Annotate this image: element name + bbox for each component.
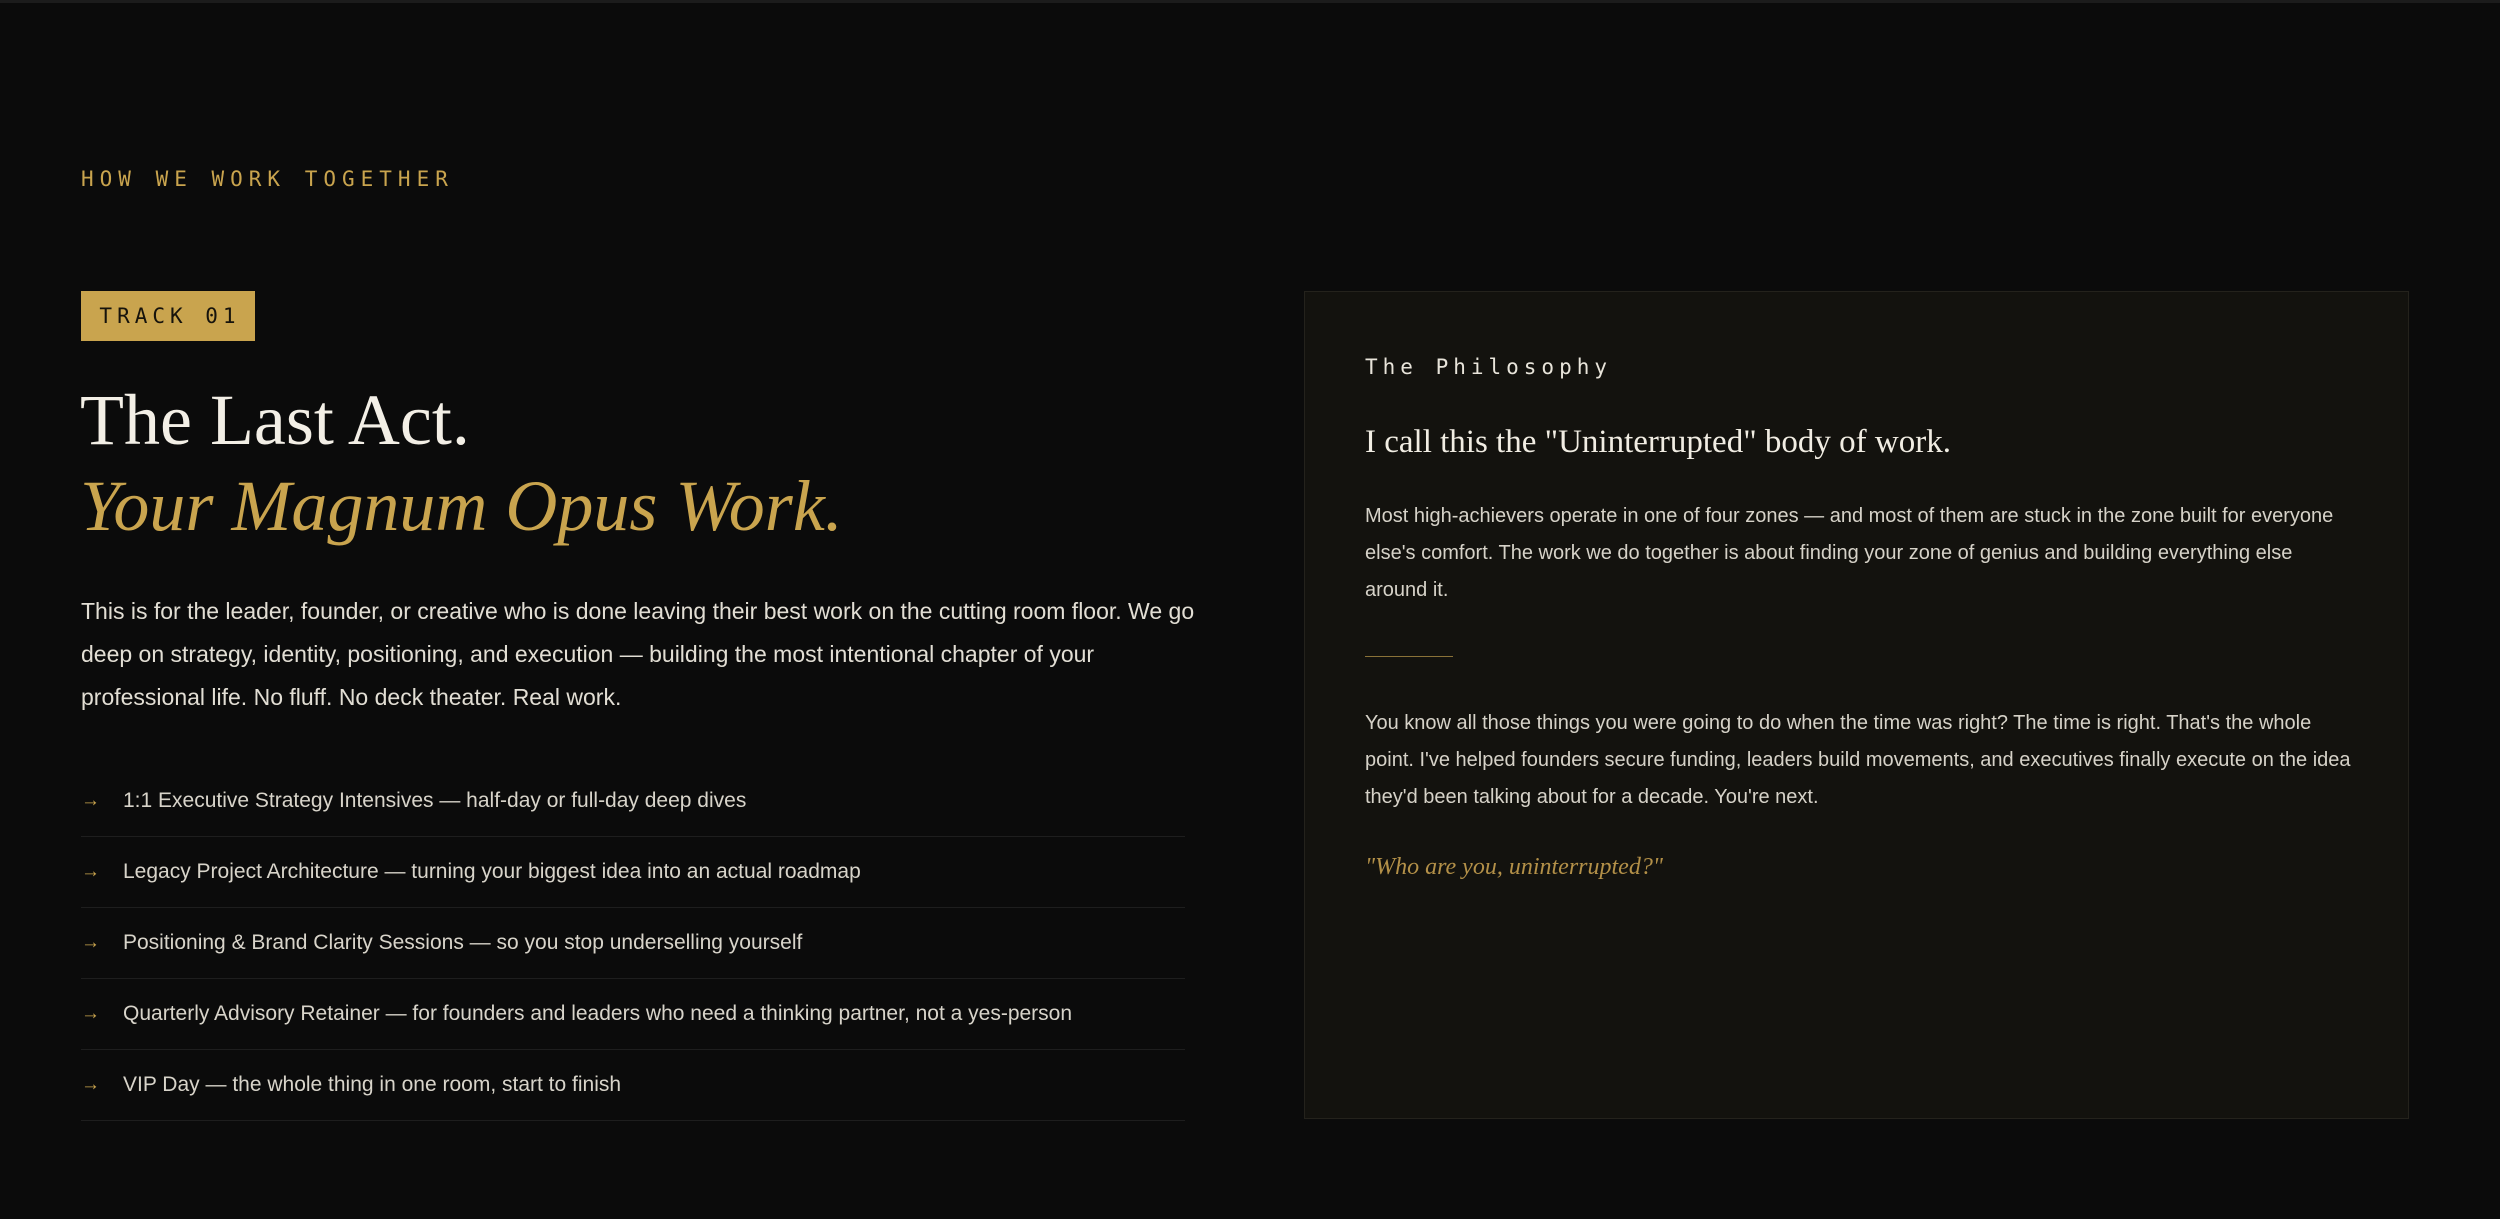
offering-text: VIP Day — the whole thing in one room, start to finish — [123, 1073, 622, 1096]
philosophy-paragraph-2: You know all those things you were going to do when the time was right? The time is right. That's the whole point. I've helped founders secure funding, leaders build movements, and executives finally execute on the idea they'd been talking about for a decade. You're next. — [1365, 712, 2351, 808]
section-eyebrow: HOW WE WORK TOGETHER — [81, 167, 454, 191]
offering-text: 1:1 Executive Strategy Intensives — half-day or full-day deep dives — [123, 789, 747, 812]
arrow-right-icon: → — [81, 861, 100, 882]
arrow-right-icon: → — [81, 790, 100, 811]
philosophy-card — [1304, 291, 2409, 1119]
philosophy-quote: "Who are you, uninterrupted?" — [1365, 854, 1663, 880]
offering-item — [81, 908, 1185, 979]
track-badge: TRACK 01 — [81, 291, 255, 341]
arrow-right-icon: → — [81, 1074, 100, 1095]
offering-item — [81, 766, 1185, 837]
offering-text: Legacy Project Architecture — turning your biggest idea into an actual roadmap — [123, 860, 861, 883]
track-headline: The Last Act. — [80, 380, 470, 460]
offering-text: Positioning & Brand Clarity Sessions — so you stop underselling yourself — [123, 931, 803, 954]
top-divider — [0, 0, 2500, 3]
philosophy-title: I call this the "Uninterrupted" body of work. — [1365, 424, 1951, 460]
track-headline-accent: Your Magnum Opus Work. — [80, 466, 843, 546]
arrow-right-icon: → — [81, 1003, 100, 1024]
offering-item — [81, 837, 1185, 908]
arrow-right-icon: → — [81, 932, 100, 953]
offerings-list — [81, 766, 1185, 1121]
philosophy-divider — [1365, 656, 1453, 657]
track-intro: This is for the leader, founder, or creative who is done leaving their best work on the cutting room floor. We go deep on strategy, identity, positioning, and execution — building the most intentional chapter of your professional life. No fluff. No deck theater. Real work. — [81, 598, 1195, 710]
offering-item — [81, 1050, 1185, 1121]
offering-item — [81, 979, 1185, 1050]
philosophy-eyebrow: The Philosophy — [1365, 355, 1613, 379]
philosophy-paragraph-1: Most high-achievers operate in one of four zones — and most of them are stuck in the zone built for everyone else's comfort. The work we do together is about finding your zone of genius and building everything else around it. — [1365, 505, 2334, 601]
offering-text: Quarterly Advisory Retainer — for founders and leaders who need a thinking partner, not a yes-person — [123, 1002, 1073, 1025]
